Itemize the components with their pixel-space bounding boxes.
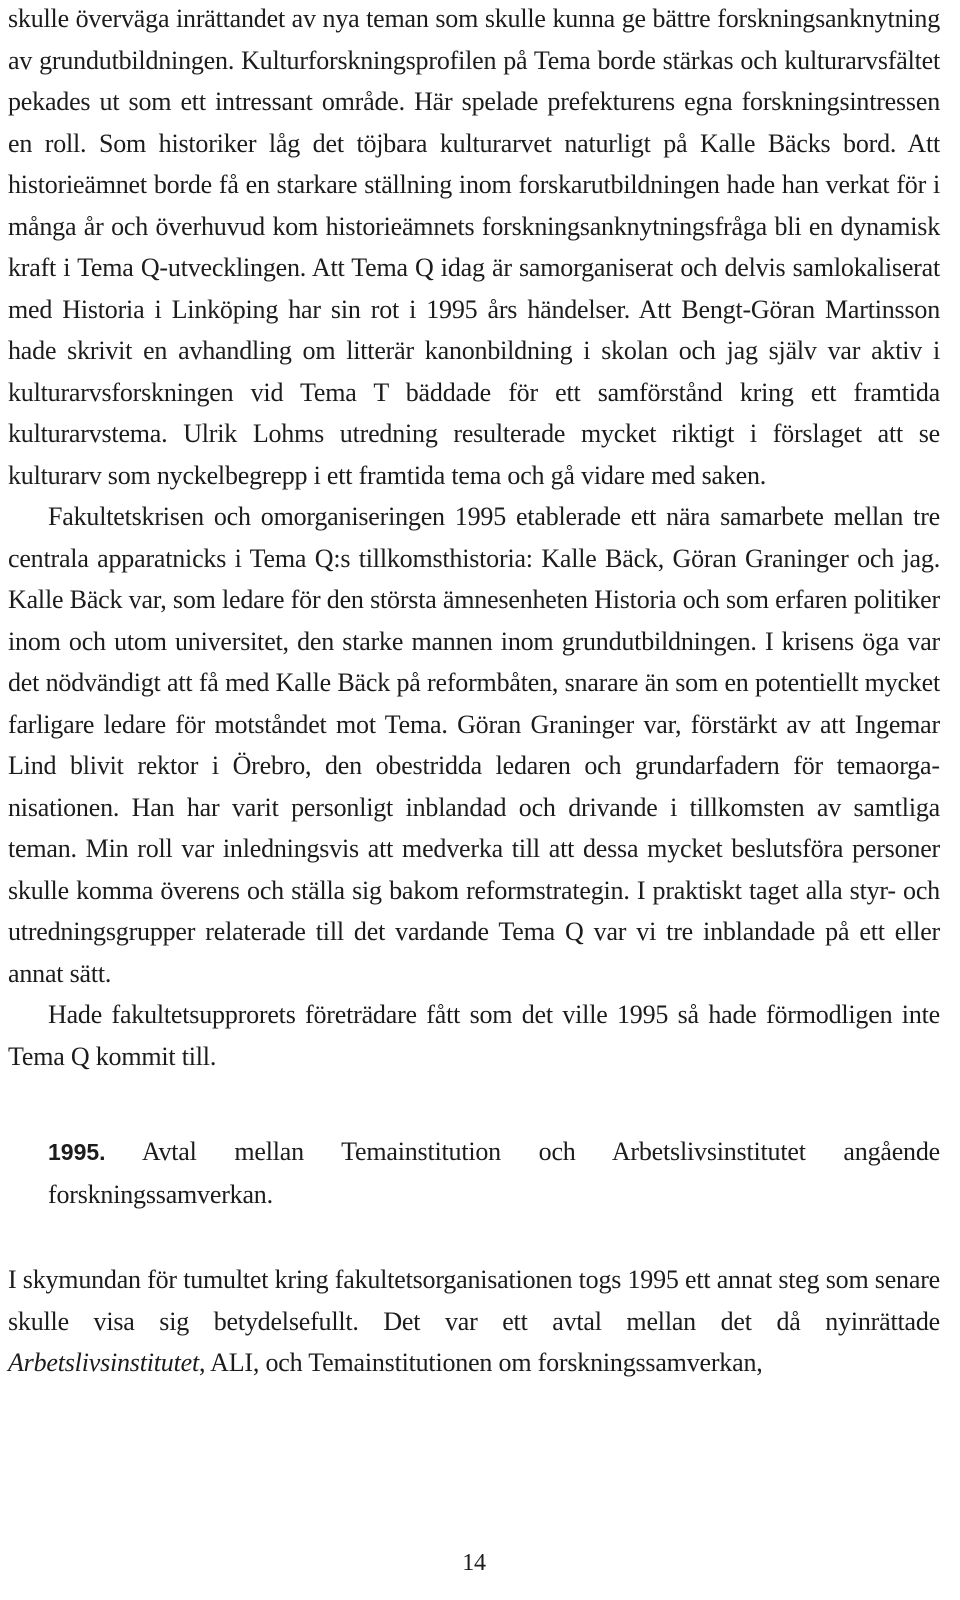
body-paragraph-4-text-end: , ALI, och Temainstitutionen om forskningssamverkan, [199,1348,763,1377]
section-heading-title: Avtal mellan Temainstitution och Arbetslivsinstitutet angående forskningssamverkan. [48,1137,940,1209]
body-paragraph-4-text-start: I skymundan för tumultet kring fakultetsorganisationen togs 1995 ett annat steg som senare skulle visa sig betydelsefullt. Det var ett avtal mellan det då nyinrättade [8,1265,940,1336]
body-paragraph-3: Hade fakultetsupprorets företrädare fått som det ville 1995 så hade förmodligen inte Tema Q kommit till. [8,1000,940,1071]
page-number: 14 [462,1550,486,1576]
body-paragraph-4-italic-term: Arbetslivsinstitutet [8,1348,199,1377]
body-paragraph-2: Fakultetskrisen och omorganiseringen 1995 etablerade ett nära samarbete mellan tre centrala apparatnicks i Tema Q:s tillkomsthistoria: Kalle Bäck, Göran Graninger och jag. Kalle Bäck var, som ledare för den största ämnesenheten Historia och som erfaren politiker inom och utom universitet, den starke mannen inom grundutbildningen. I krisens öga var det nödvändigt att få med Kalle Bäck på reformbåten, snarare än som en potentiellt mycket farligare ledare för motståndet mot Tema. Göran Graninger var, förstärkt av att Ingemar Lind blivit rektor i Örebro, den obestridda ledaren och grundarfadern för temaorganisationen. Han har varit personligt inblandad och drivande i tillkomsten av samtliga teman. Min roll var inledningsvis att medverka till att dessa mycket beslutsföra personer skulle komma överens och ställa sig bakom reformstrategin. I praktiskt taget alla styr- och utredningsgrupper relaterade till det vardande Tema Q var vi tre inblandade på ett eller annat sätt. [8,502,940,988]
section-heading [8,1131,940,1215]
document-page [8,0,940,1600]
body-paragraph-4 [8,1259,940,1384]
body-paragraph-1: skulle överväga inrättandet av nya teman som skulle kunna ge bättre forskningsanknytning av grundutbildningen. Kulturforskningsprofilen på Tema borde stärkas och kulturarvsfältet pekades ut som ett intressant område. Här spelade prefekturens egna forskningsintressen en roll. Som historiker låg det töjbara kulturarvet naturligt på Kalle Bäcks bord. Att historieämnet borde få en starkare ställning inom forskarutbildningen hade han verkat för i många år och överhuvud kom historieämnets forskningsanknytningsfråga bli en dynamisk kraft i Tema Q-utvecklingen. Att Tema Q idag är samorganiserat och delvis samlokaliserat med Historia i Linköping har sin rot i 1995 års händelser. Att Bengt-Göran Martinsson hade skrivit en avhandling om litterär kanonbildning i skolan och jag själv var aktiv i kulturarvsforskningen vid Tema T bäddade för ett samförstånd kring ett framtida kulturarvstema. Ulrik Lohms utredning resulterade mycket riktigt i förslaget att se kulturarv som nyckelbegrepp i ett framtida tema och gå vidare med saken. [8,4,940,490]
section-heading-year: 1995. [48,1139,106,1165]
